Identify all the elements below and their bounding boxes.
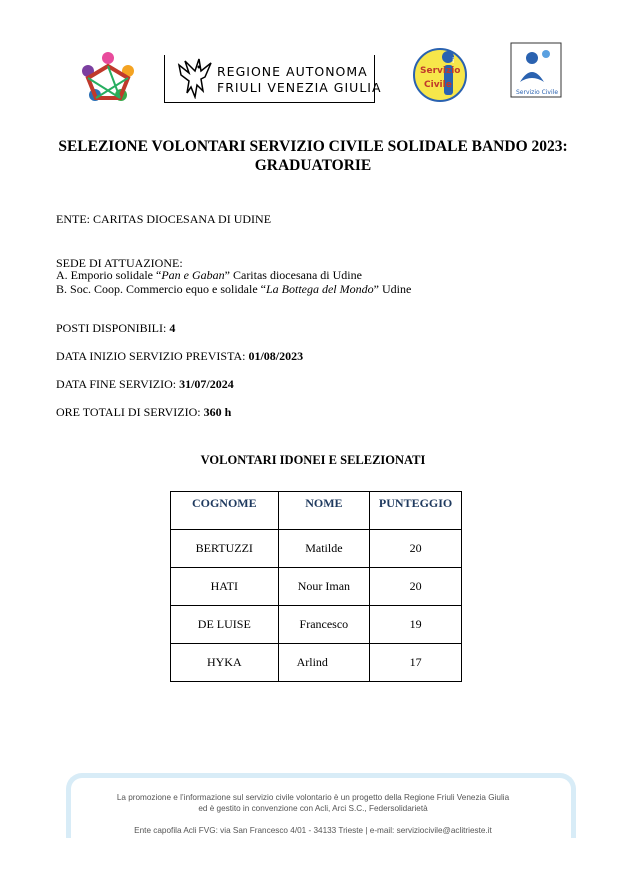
table-title: VOLONTARI IDONEI E SELEZIONATI (200, 453, 426, 467)
sede-item-italic: La Bottega del Mondo (265, 282, 374, 296)
servizio-civile-fvg-logo (510, 42, 562, 98)
footer-line2: ed è gestito in convenzione con Acli, Arci S.C., Federsolidarietà (198, 804, 428, 813)
sede-item-letter: A. (56, 268, 68, 282)
svg-text:Servizio Civile: Servizio Civile (516, 89, 559, 96)
data-fine-line (56, 377, 234, 392)
sede-item-post: ” Caritas diocesana di Udine (224, 268, 362, 282)
sede-item-letter: B. (56, 282, 68, 296)
cell-punteggio: 19 (370, 606, 462, 644)
footer-line3: Ente capofila Acli FVG: via San Francesco 4/01 - 34133 Trieste | e-mail: serviziocivile@aclitrieste.it (134, 826, 492, 835)
posti-label: POSTI DISPONIBILI: (56, 321, 170, 335)
header-punteggio: PUNTEGGIO (370, 492, 462, 530)
header-cognome: COGNOME (171, 492, 279, 530)
sede-item-pre: Soc. Coop. Commercio equo e solidale “ (70, 282, 266, 296)
title-line1: SELEZIONE VOLONTARI SERVIZIO CIVILE SOLIDALE BANDO 2023: (58, 138, 568, 155)
cell-cognome: HATI (171, 568, 279, 606)
svg-text:i: i (452, 56, 455, 65)
posti-line (56, 321, 175, 336)
graduatoria-table (170, 491, 462, 682)
cell-nome: Matilde (278, 530, 370, 568)
ente-value: CARITAS DIOCESANA DI UDINE (93, 212, 272, 226)
sede-item-italic: Pan e Gaban (161, 268, 225, 282)
ente-label: ENTE: (56, 212, 90, 226)
ente-line (56, 212, 271, 227)
posti-value: 4 (169, 321, 176, 335)
svg-text:Civile: Civile (424, 80, 452, 90)
cell-nome: Nour Iman (278, 568, 370, 606)
table-header-row (171, 492, 462, 530)
data-inizio-line (56, 349, 303, 364)
region-name-line1: REGIONE AUTONOMA (217, 64, 368, 79)
table-row (171, 530, 462, 568)
sede-item-pre: Emporio solidale “ (70, 268, 162, 282)
sede-item-a (56, 268, 362, 283)
info-servizio-civile-logo (412, 47, 468, 103)
title-line2: GRADUATORIE (254, 157, 372, 174)
cell-punteggio: 20 (370, 568, 462, 606)
header-nome: NOME (278, 492, 370, 530)
cell-cognome: DE LUISE (171, 606, 279, 644)
star-people-logo (78, 46, 138, 106)
cell-cognome: HYKA (171, 644, 279, 682)
data-inizio-label: DATA INIZIO SERVIZIO PREVISTA: (56, 349, 249, 363)
ore-value: 360 h (203, 405, 232, 419)
sede-label: SEDE DI ATTUAZIONE: (56, 256, 183, 270)
table-row (171, 644, 462, 682)
footer-line1: La promozione e l’informazione sul servizio civile volontario è un progetto della Regione Friuli Venezia Giulia (116, 793, 510, 802)
page-title (40, 137, 586, 175)
cell-nome: Francesco (278, 606, 370, 644)
table-row (171, 568, 462, 606)
region-name-line2: FRIULI VENEZIA GIULIA (217, 80, 382, 95)
sede-item-b (56, 282, 411, 297)
cell-punteggio: 17 (370, 644, 462, 682)
region-fvg-logo (164, 55, 382, 103)
ore-label: ORE TOTALI DI SERVIZIO: (56, 405, 204, 419)
data-inizio-value: 01/08/2023 (248, 349, 304, 363)
cell-punteggio: 20 (370, 530, 462, 568)
data-fine-label: DATA FINE SERVIZIO: (56, 377, 180, 391)
ore-line (56, 405, 231, 420)
table-row (171, 606, 462, 644)
svg-text:Servizio: Servizio (420, 66, 461, 76)
cell-cognome: BERTUZZI (171, 530, 279, 568)
cell-nome: Arlind (278, 644, 370, 682)
sede-item-post: ” Udine (373, 282, 412, 296)
data-fine-value: 31/07/2024 (179, 377, 234, 391)
eagle-icon (175, 57, 215, 99)
